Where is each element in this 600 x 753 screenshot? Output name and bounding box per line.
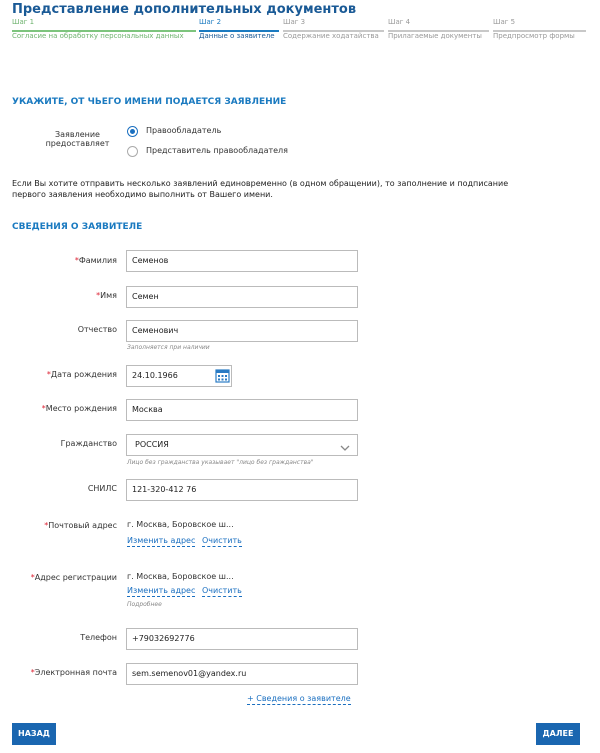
required-mark: * (30, 668, 35, 677)
step-3[interactable] (283, 18, 384, 60)
radio-representative-label[interactable]: Представитель правообладателя (146, 146, 288, 155)
radio-rightholder[interactable] (127, 126, 138, 137)
lastname-label (20, 256, 117, 265)
postal-address-label (20, 521, 117, 530)
section-heading-who: УКАЖИТЕ, ОТ ЧЬЕГО ИМЕНИ ПОДАЕТСЯ ЗАЯВЛЕНИЕ (12, 97, 287, 107)
patronymic-label: Отчество (77, 325, 117, 334)
required-mark: * (46, 370, 51, 379)
postal-clear-link[interactable]: Очистить (202, 536, 242, 545)
radio-representative[interactable] (127, 146, 138, 157)
step-4[interactable] (388, 18, 489, 60)
details-hint[interactable]: Подробнее (127, 601, 162, 608)
citizenship-select[interactable] (126, 434, 358, 456)
required-mark: * (96, 291, 101, 300)
citizenship-select-value: РОССИЯ (135, 440, 169, 449)
submitter-label-line1: Заявление (55, 130, 100, 139)
info-text (12, 178, 592, 200)
citizenship-hint: Лицо без гражданства указывает "лицо без гражданства" (127, 459, 314, 466)
birthplace-label-text: Место рождения (45, 404, 117, 413)
email-input[interactable]: sem.semenov01@yandex.ru (126, 663, 358, 685)
step-1-number: Шаг 1 (12, 18, 35, 26)
registration-clear-link[interactable]: Очистить (202, 586, 242, 595)
registration-address-label-text: Адрес регистрации (34, 573, 117, 582)
citizenship-label: Гражданство (60, 439, 117, 448)
step-2-number: Шаг 2 (199, 18, 222, 26)
next-button[interactable]: ДАЛЕЕ (536, 723, 580, 745)
phone-input[interactable]: +79032692776 (126, 628, 358, 650)
birthdate-label-text: Дата рождения (50, 370, 117, 379)
registration-change-address-link[interactable]: Изменить адрес (127, 586, 196, 595)
step-3-number: Шаг 3 (283, 18, 306, 26)
snils-label: СНИЛС (87, 484, 117, 493)
section-heading-applicant: СВЕДЕНИЯ О ЗАЯВИТЕЛЕ (12, 222, 143, 232)
required-mark: * (30, 573, 35, 582)
email-label-text: Электронная почта (34, 668, 117, 677)
lastname-label-text: Фамилия (78, 256, 117, 265)
back-button[interactable]: НАЗАД (12, 723, 56, 745)
email-label (20, 668, 117, 677)
info-text-line2: первого заявления необходимо выполнить от Вашего имени. (12, 190, 273, 199)
step-5-number: Шаг 5 (493, 18, 516, 26)
step-5[interactable] (493, 18, 586, 60)
registration-address-label (20, 573, 117, 582)
submitter-label (40, 130, 115, 148)
step-4-number: Шаг 4 (388, 18, 411, 26)
radio-rightholder-label[interactable]: Правообладатель (146, 126, 222, 135)
chevron-down-icon[interactable] (339, 439, 351, 451)
step-2[interactable] (199, 18, 279, 60)
page-title: Представление дополнительных документов (12, 2, 357, 17)
step-1[interactable] (12, 18, 196, 60)
birthdate-input[interactable]: 24.10.1966 (126, 365, 232, 387)
firstname-label-text: Имя (100, 291, 117, 300)
birthplace-input[interactable]: Москва (126, 399, 358, 421)
step-4-label: Прилагаемые документы (388, 32, 482, 40)
postal-address-value: г. Москва, Боровское ш... (127, 520, 234, 529)
phone-label: Телефон (80, 633, 117, 642)
step-3-label: Содержание ходатайства (283, 32, 379, 40)
lastname-input[interactable]: Семенов (126, 250, 358, 272)
info-text-line1: Если Вы хотите отправить несколько заявлений единовременно (в одном обращении), то заполнение и подписание (12, 179, 509, 188)
add-applicant-info-link[interactable]: + Сведения о заявителе (247, 694, 351, 703)
patronymic-input[interactable]: Семенович (126, 320, 358, 342)
calendar-icon[interactable] (215, 368, 230, 383)
postal-change-address-link[interactable]: Изменить адрес (127, 536, 196, 545)
step-5-label: Предпросмотр формы (493, 32, 575, 40)
birthdate-label (20, 370, 117, 379)
required-mark: * (44, 521, 49, 530)
required-mark: * (74, 256, 79, 265)
snils-input[interactable]: 121-320-412 76 (126, 479, 358, 501)
step-1-label: Согласие на обработку персональных данных (12, 32, 184, 40)
birthplace-label (20, 404, 117, 413)
firstname-input[interactable]: Семен (126, 286, 358, 308)
step-2-label: Данные о заявителе (199, 32, 275, 40)
postal-address-label-text: Почтовый адрес (48, 521, 117, 530)
firstname-label (20, 291, 117, 300)
submitter-label-line2: предоставляет (45, 139, 110, 148)
required-mark: * (41, 404, 46, 413)
patronymic-hint: Заполняется при наличии (127, 344, 210, 351)
registration-address-value: г. Москва, Боровское ш... (127, 572, 234, 581)
